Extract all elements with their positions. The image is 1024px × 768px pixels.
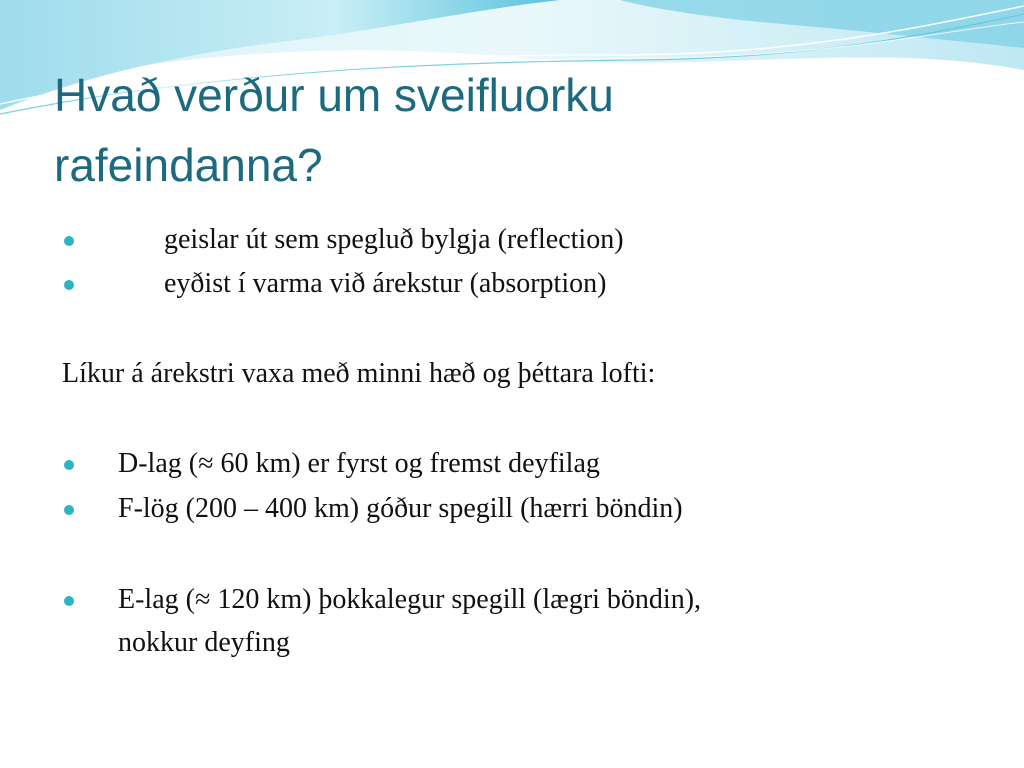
paragraph-text: Líkur á árekstri vaxa með minni hæð og þéttara lofti:	[62, 358, 656, 389]
bullet-dot	[64, 460, 74, 470]
bullet-text: F-lög (200 – 400 km) góður spegill (hærri böndin)	[118, 493, 683, 524]
bullet-text-continuation: nokkur deyfing	[118, 627, 290, 658]
bullet-dot	[64, 505, 74, 515]
bullet-text: D-lag (≈ 60 km) er fyrst og fremst deyfilag	[118, 448, 600, 479]
bullet-dot	[64, 280, 74, 290]
bullet-text: E-lag (≈ 120 km) þokkalegur spegill (lægri böndin),	[118, 584, 702, 615]
bullet-text: geislar út sem spegluð bylgja (reflection)	[164, 224, 624, 255]
slide-title-line-1: Hvað verður um sveifluorku	[54, 69, 614, 121]
bullet-dot	[64, 596, 74, 606]
slide-title-line-2: rafeindanna?	[54, 139, 323, 191]
bullet-text: eyðist í varma við árekstur (absorption)	[164, 268, 607, 299]
bullet-dot	[64, 236, 74, 246]
